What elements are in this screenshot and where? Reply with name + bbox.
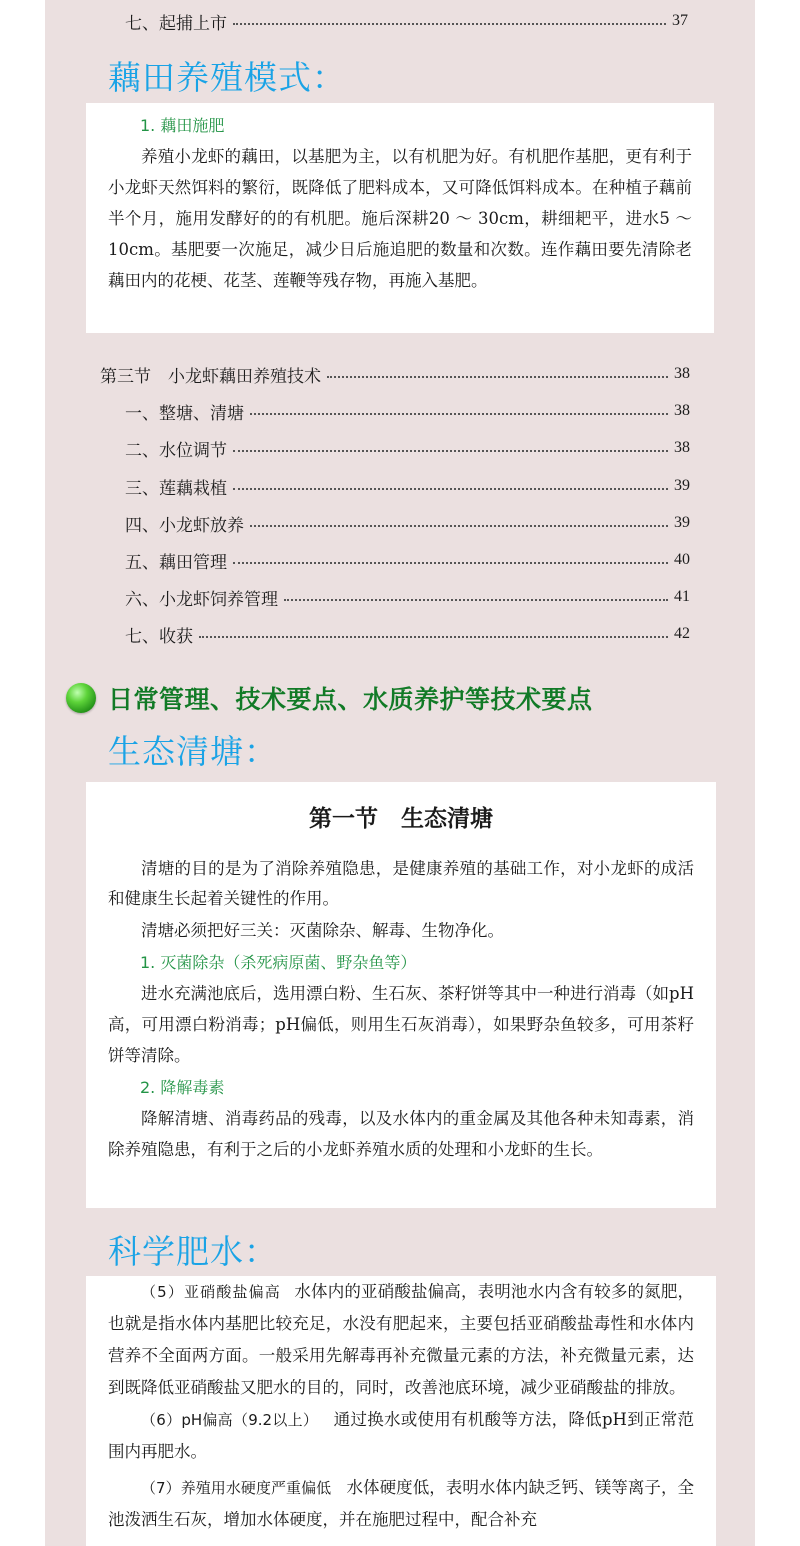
toc-item bbox=[125, 582, 690, 612]
toc-item-label: 七、起捕上市 bbox=[125, 13, 227, 34]
toc-item-page: 38 bbox=[674, 402, 690, 419]
toc-item-label: 六、小龙虾饲养管理 bbox=[125, 589, 278, 610]
eco-sub1: 1. 灭菌除杂（杀死病原菌、野杂鱼等） bbox=[140, 953, 417, 972]
toc-item bbox=[125, 545, 690, 575]
toc-leader-dots bbox=[327, 376, 668, 378]
toc-item-label: 三、莲藕栽植 bbox=[125, 478, 227, 499]
toc-item bbox=[125, 508, 690, 538]
eco-heading: 生态清塘： bbox=[108, 732, 278, 771]
toc-section-header bbox=[100, 359, 690, 389]
toc-item-page: 40 bbox=[674, 551, 690, 568]
water-heading: 科学肥水： bbox=[108, 1232, 278, 1271]
water-excerpt-box bbox=[86, 1276, 716, 1546]
toc-item bbox=[125, 433, 690, 463]
toc-leader-dots bbox=[284, 599, 668, 601]
toc-item bbox=[125, 471, 690, 501]
toc-item-label: 二、水位调节 bbox=[125, 440, 227, 461]
toc-leader-dots bbox=[233, 562, 668, 564]
water-item-6 bbox=[108, 1404, 694, 1468]
toc-leader-dots bbox=[233, 23, 666, 25]
eco-para1: 进水充满池底后，选用漂白粉、生石灰、茶籽饼等其中一种进行消毒（如pH高，可用漂白粉消毒；pH偏低，则用生石灰消毒），如果野杂鱼较多，可用茶籽饼等清除。 bbox=[108, 984, 694, 1065]
lotus-excerpt-box bbox=[86, 103, 714, 333]
eco-sub2: 2. 降解毒素 bbox=[140, 1078, 225, 1097]
water-item-7 bbox=[108, 1472, 694, 1536]
water-item-6-label: （6）pH偏高（9.2以上） bbox=[141, 1411, 319, 1429]
lotus-paragraph: 养殖小龙虾的藕田，以基肥为主，以有机肥为好。有机肥作基肥，更有利于小龙虾天然饵料的繁衍，既降低了肥料成本，又可降低饵料成本。在种植子藕前半个月，施用发酵好的的有机肥。施后深耕20 ～ 30cm，耕细耙平，进水5 ～ 10cm。基肥要一次施足，减少日后施追肥的数量和次数。连作藕田要先清除老藕田内的花梗、花茎、莲鞭等残存物，再施入基肥。 bbox=[108, 147, 692, 290]
water-item-5-text: 水体内的亚硝酸盐偏高，表明池水内含有较多的氮肥，也就是指水体内基肥比较充足，水没有肥起来，主要包括亚硝酸盐毒性和水体内营养不全面两方面。一般采用先解毒再补充微量元素的方法，补充微量元素，达到既降低亚硝酸盐又肥水的目的，同时，改善池底环境，减少亚硝酸盐的排放。 bbox=[108, 1282, 695, 1397]
toc-item-label: 五、藕田管理 bbox=[125, 552, 227, 573]
lotus-heading: 藕田养殖模式： bbox=[108, 58, 346, 97]
toc-item-label: 一、整塘、清塘 bbox=[125, 403, 244, 424]
green-banner bbox=[66, 678, 593, 718]
toc-section-label: 第三节 小龙虾藕田养殖技术 bbox=[100, 366, 321, 387]
toc-item-label: 四、小龙虾放养 bbox=[125, 515, 244, 536]
toc-item-page: 39 bbox=[674, 477, 690, 494]
lotus-subheading: 1. 藕田施肥 bbox=[140, 116, 225, 135]
toc-leader-dots bbox=[233, 488, 668, 490]
water-item-6-text: 通过换水或使用有机酸等方法，降低pH到正常范围内再肥水。 bbox=[108, 1410, 694, 1461]
eco-para2: 降解清塘、消毒药品的残毒，以及水体内的重金属及其他各种未知毒素，消除养殖隐患，有利于之后的小龙虾养殖水质的处理和小龙虾的生长。 bbox=[108, 1109, 694, 1159]
toc-item-page: 38 bbox=[674, 439, 690, 456]
toc-item-page: 41 bbox=[674, 588, 690, 605]
toc-item-page: 37 bbox=[672, 12, 688, 29]
water-item-7-label: （7）养殖用水硬度严重偏低 bbox=[141, 1479, 332, 1497]
water-item-5-label: （5）亚硝酸盐偏高 bbox=[141, 1283, 281, 1301]
toc-leader-dots bbox=[233, 450, 668, 452]
water-item-5 bbox=[108, 1276, 694, 1404]
water-item-7-text: 水体硬度低，表明水体内缺乏钙、镁等离子，全池泼洒生石灰，增加水体硬度，并在施肥过程中，配合补充 bbox=[108, 1478, 695, 1529]
toc-section-page: 38 bbox=[674, 365, 690, 382]
eco-intro: 清塘的目的是为了消除养殖隐患，是健康养殖的基础工作，对小龙虾的成活和健康生长起着关键性的作用。 bbox=[108, 859, 694, 908]
toc-item-page: 39 bbox=[674, 514, 690, 531]
toc-item bbox=[125, 396, 690, 426]
toc-item bbox=[125, 619, 690, 649]
toc-leader-dots bbox=[250, 525, 668, 527]
toc-item-top bbox=[125, 6, 688, 36]
green-ball-icon bbox=[66, 683, 96, 713]
section-title: 第一节 生态清塘 bbox=[309, 805, 493, 832]
green-banner-text: 日常管理、技术要点、水质养护等技术要点 bbox=[108, 685, 593, 714]
toc-leader-dots bbox=[199, 636, 668, 638]
toc-item-page: 42 bbox=[674, 625, 690, 642]
eco-three-gates: 清塘必须把好三关：灭菌除杂、解毒、生物净化。 bbox=[141, 921, 504, 940]
eco-excerpt-box bbox=[86, 782, 716, 1208]
toc-leader-dots bbox=[250, 413, 668, 415]
toc-item-label: 七、收获 bbox=[125, 626, 193, 647]
